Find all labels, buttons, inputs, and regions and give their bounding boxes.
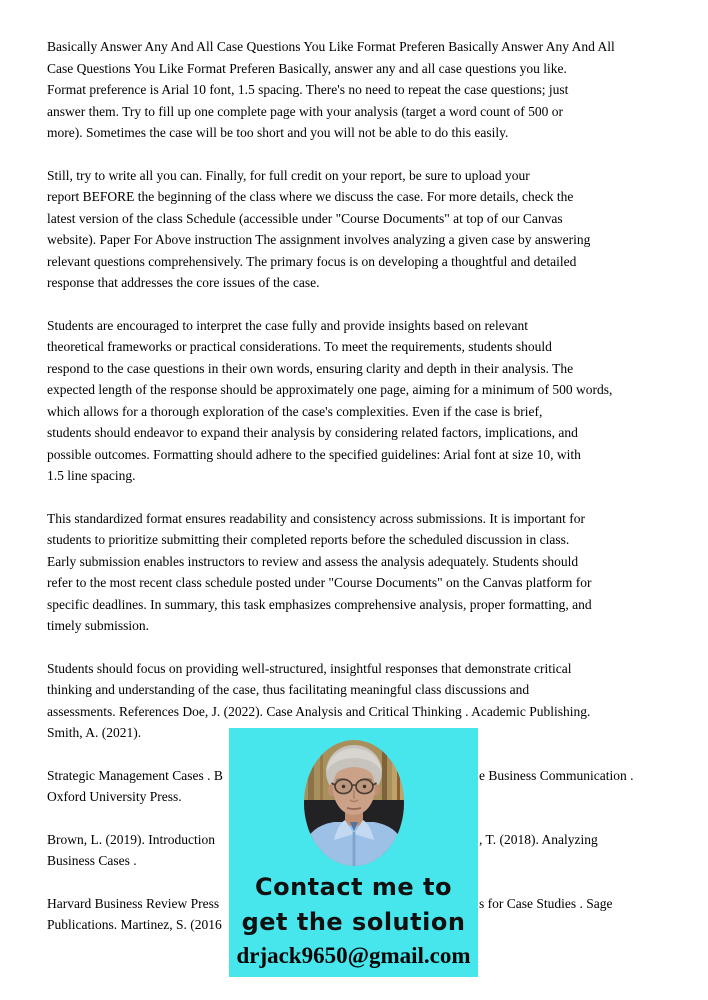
text-line: Business Cases . — [47, 853, 137, 868]
text-line: more). Sometimes the case will be too short and you will not be able to do this easily. — [47, 125, 509, 140]
text-line: respond to the case questions in their own words, ensuring clarity and depth in their analysis. The — [47, 360, 574, 376]
text-fragment-left: Publications. Martinez, S. (2016 — [47, 917, 222, 932]
text-line: This standardized format ensures readability and consistency across submissions. It is important for — [47, 510, 586, 526]
promo-overlay — [229, 728, 478, 977]
text-line: Smith, A. (2021). — [47, 725, 142, 740]
text-line: theoretical frameworks or practical considerations. To meet the requirements, students should — [47, 339, 552, 354]
text-line: Students are encouraged to interpret the case fully and provide insights based on relevant — [47, 317, 528, 333]
text-line: relevant questions comprehensively. The primary focus is on developing a thoughtful and detailed — [47, 253, 577, 269]
text-fragment-left: Strategic Management Cases . B — [47, 767, 223, 783]
text-line: Basically Answer Any And All Case Questions You Like Format Preferen Basically Answer Any And All — [47, 39, 615, 54]
text-fragment-right: , T. (2018). Analyzing — [479, 831, 598, 847]
text-line: answer them. Try to fill up one complete page with your analysis (target a word count of 500 or — [47, 103, 564, 119]
promo-heading-line1: Contact me to — [254, 873, 452, 901]
portrait-photo — [304, 740, 404, 866]
text-fragment-right: e Business Communication . — [479, 767, 634, 783]
promo-email: drjack9650@gmail.com — [236, 943, 471, 968]
promo-heading-line2: get the solution — [241, 908, 466, 936]
text-line: Oxford University Press. — [47, 789, 182, 804]
text-line: report BEFORE the beginning of the class where we discuss the case. For more details, check the — [47, 189, 574, 204]
text-line: thinking and understanding of the case, thus facilitating meaningful class discussions and — [47, 682, 530, 697]
paragraph — [47, 315, 672, 487]
text-fragment-right: s for Case Studies . Sage — [479, 895, 613, 911]
text-fragment-left: Brown, L. (2019). Introduction — [47, 831, 215, 847]
text-line: expected length of the response should be approximately one page, aiming for a minimum of 500 words, — [47, 382, 613, 397]
text-line: possible outcomes. Formatting should adhere to the specified guidelines: Arial font at size 10, with — [47, 446, 581, 462]
text-line: Still, try to write all you can. Finally, for full credit on your report, be sure to upload your — [47, 167, 530, 183]
text-line: response that addresses the core issues of the case. — [47, 275, 320, 290]
text-line: website). Paper For Above instruction The assignment involves analyzing a given case by answering — [47, 232, 591, 247]
text-line: students to prioritize submitting their completed reports before the scheduled discussion in class. — [47, 532, 570, 547]
text-line: specific deadlines. In summary, this task emphasizes comprehensive analysis, proper formatting, and — [47, 596, 592, 612]
text-line: Early submission enables instructors to review and assess the analysis adequately. Students should — [47, 553, 579, 569]
text-line: 1.5 line spacing. — [47, 468, 136, 483]
text-line: which allows for a thorough exploration of the case's complexities. Even if the case is brief, — [47, 403, 543, 419]
text-line: students should endeavor to expand their analysis by considering related factors, implications, and — [47, 425, 578, 440]
text-line: Format preference is Arial 10 font, 1.5 spacing. There's no need to repeat the case questions; just — [47, 82, 569, 97]
text-line: timely submission. — [47, 618, 150, 633]
text-line: Case Questions You Like Format Preferen Basically, answer any and all case questions you like. — [47, 60, 567, 76]
text-line: latest version of the class Schedule (accessible under "Course Documents" at top of our Canvas — [47, 210, 563, 226]
paragraph — [47, 36, 672, 144]
text-line: Students should focus on providing well-structured, insightful responses that demonstrate critical — [47, 660, 572, 676]
text-line: assessments. References Doe, J. (2022). Case Analysis and Critical Thinking . Academic Publishing. — [47, 703, 591, 719]
text-fragment-left: Harvard Business Review Press — [47, 895, 220, 911]
paragraph — [47, 165, 672, 294]
paragraph — [47, 508, 672, 637]
text-line: refer to the most recent class schedule posted under "Course Documents" on the Canvas platform for — [47, 575, 592, 590]
